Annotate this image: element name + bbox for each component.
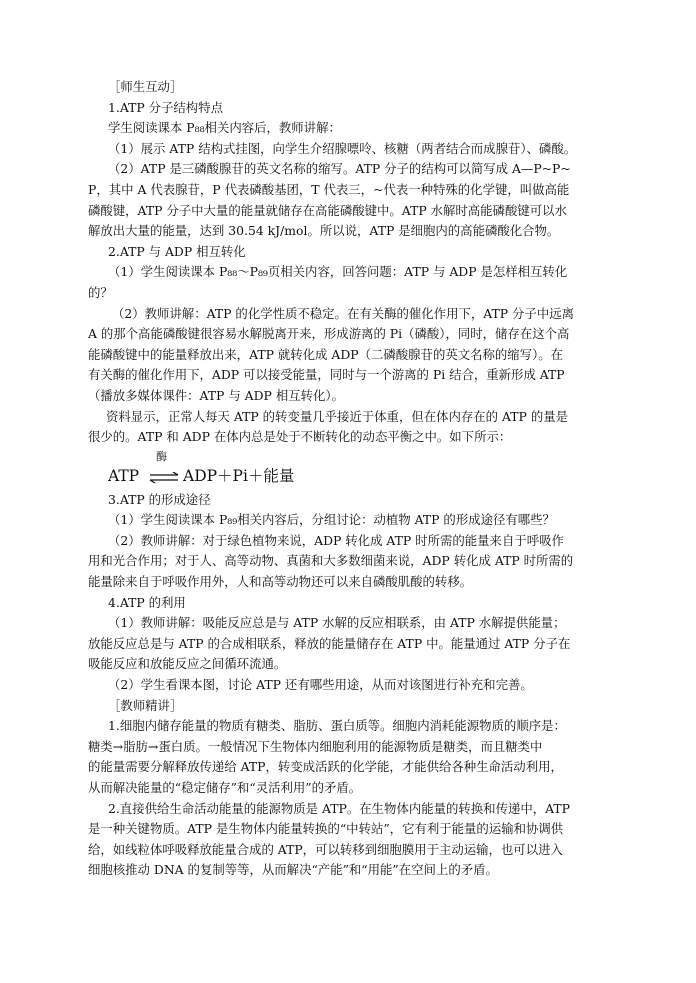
paragraph-line: 糖类→脂肪→蛋白质。一般情况下生物体内细胞利用的能源物质是糖类，而且糖类中 (88, 738, 543, 754)
paragraph-line: 的能量需要分解释放传递给 ATP，转变成活跃的化学能，才能供给各种生命活动利用， (88, 759, 563, 775)
paragraph-line: 用和光合作用；对于人、高等动物、真菌和大多数细菌来说，ADP 转化成 ATP 时所需的 (88, 553, 574, 569)
equation-enzyme-label: 酶 (156, 449, 167, 463)
paragraph-line: （2）教师讲解：ATP 的化学性质不稳定。在有关酶的催化作用下，ATP 分子中远离 (112, 305, 575, 321)
paragraph-line: 解放出大量的能量，达到 30.54 kJ/mol。所以说，ATP 是细胞内的高能磷酸化合物。 (88, 223, 560, 239)
paragraph-line: 能量除来自于呼吸作用外，人和高等动物还可以来自磷酸肌酸的转移。 (88, 574, 473, 590)
paragraph-line: （1）教师讲解：吸能反应总是与 ATP 水解的反应相联系，由 ATP 水解提供能量； (108, 615, 566, 631)
paragraph-line: 吸能反应和放能反应之间循环流通。 (88, 656, 287, 672)
paragraph-line: 磷酸键，ATP 分子中大量的能量就储存在高能磷酸键中。ATP 水解时高能磷酸键可以水 (88, 202, 567, 218)
paragraph-line: A 的那个高能磷酸键很容易水解脱离开来，形成游离的 Pi（磷酸），同时，储存在这个高 (88, 326, 570, 342)
section-title-atp-structure: 1.ATP 分子结构特点 (108, 99, 223, 115)
paragraph-line: 资料显示，正常人每天 ATP 的转变量几乎接近于体重，但在体内存在的 ATP 的量是 (106, 408, 568, 424)
paragraph-line: 1.细胞内储存能量的物质有糖类、脂肪、蛋白质等。细胞内消耗能源物质的顺序是： (108, 718, 566, 734)
paragraph-line: 给，如线粒体呼吸释放能量合成的 ATP，可以转移到细胞膜用于主动运输，也可以进入 (88, 841, 563, 857)
paragraph-line: 是一种关键物质。ATP 是生物体内能量转换的“中转站”，它有利于能量的运输和协调供 (88, 821, 564, 837)
paragraph-line: 2.直接供给生命活动能量的能源物质是 ATP。在生物体内能量的转换和传递中，ATP (108, 800, 571, 816)
paragraph-line: （2）ATP 是三磷酸腺苷的英文名称的缩写。ATP 分子的结构可以简写成 A—P~P~ (108, 161, 571, 177)
paragraph-line: 有关酶的催化作用下，ADP 可以接受能量，同时与一个游离的 Pi 结合，重新形成 ATP (88, 367, 565, 383)
section-title-atp-adp: 2.ATP 与 ADP 相互转化 (108, 243, 246, 259)
section-heading-interaction: ［师生互动］ (108, 79, 183, 94)
section-title-atp-formation: 3.ATP 的形成途径 (108, 491, 211, 507)
section-title-atp-usage: 4.ATP 的利用 (108, 594, 186, 610)
paragraph-line: 细胞核推动 DNA 的复制等等，从而解决“产能”和“用能”在空间上的矛盾。 (88, 862, 498, 878)
paragraph-line: 能磷酸键中的能量释放出来，ATP 就转化成 ADP（二磷酸腺苷的英文名称的缩写）。在 (88, 346, 564, 362)
paragraph-line: 学生阅读课本 P₈₈相关内容后，教师讲解： (108, 120, 341, 136)
paragraph-line: （1）学生阅读课本 P₈₈～P₈₉页相关内容，回答问题：ATP 与 ADP 是怎样相互转化 (108, 264, 568, 280)
paragraph-line: （1）展示 ATP 结构式挂图，向学生介绍腺嘌呤、核糖（两者结合而成腺苷）、磷酸。 (108, 140, 577, 156)
atp-adp-equation (88, 450, 616, 490)
paragraph-line: （1）学生阅读课本 P₈₉相关内容后，分组讨论：动植物 ATP 的形成途径有哪些？ (108, 512, 555, 528)
paragraph-line: P，其中 A 代表腺苷，P 代表磷酸基团，T 代表三，~代表一种特殊的化学键，叫做高能 (88, 181, 570, 197)
section-heading-teacher: ［教师精讲］ (108, 697, 183, 713)
paragraph-line: （2）教师讲解：对于绿色植物来说，ADP 转化成 ATP 时所需的能量来自于呼吸作 (108, 532, 564, 548)
paragraph-line: （2）学生看课本图，讨论 ATP 还有哪些用途，从而对该图进行补充和完善。 (108, 677, 533, 693)
paragraph-line: 很少的。ATP 和 ADP 在体内总是处于不断转化的动态平衡之中。如下所示： (88, 429, 512, 445)
equation-right: ADP＋Pi＋能量 (183, 466, 295, 485)
paragraph-line: 从而解决能量的“稳定储存”和“灵活利用”的矛盾。 (88, 780, 362, 795)
equation-left: ATP (108, 466, 140, 485)
paragraph-line: 的？ (88, 284, 113, 300)
reversible-arrow-icon (148, 472, 180, 484)
paragraph-line: （播放多媒体课件：ATP 与 ADP 相互转化）。 (88, 387, 344, 403)
paragraph-line: 放能反应总是与 ATP 的合成相联系，释放的能量储存在 ATP 中。能量通过 ATP 分子在 (88, 635, 571, 651)
